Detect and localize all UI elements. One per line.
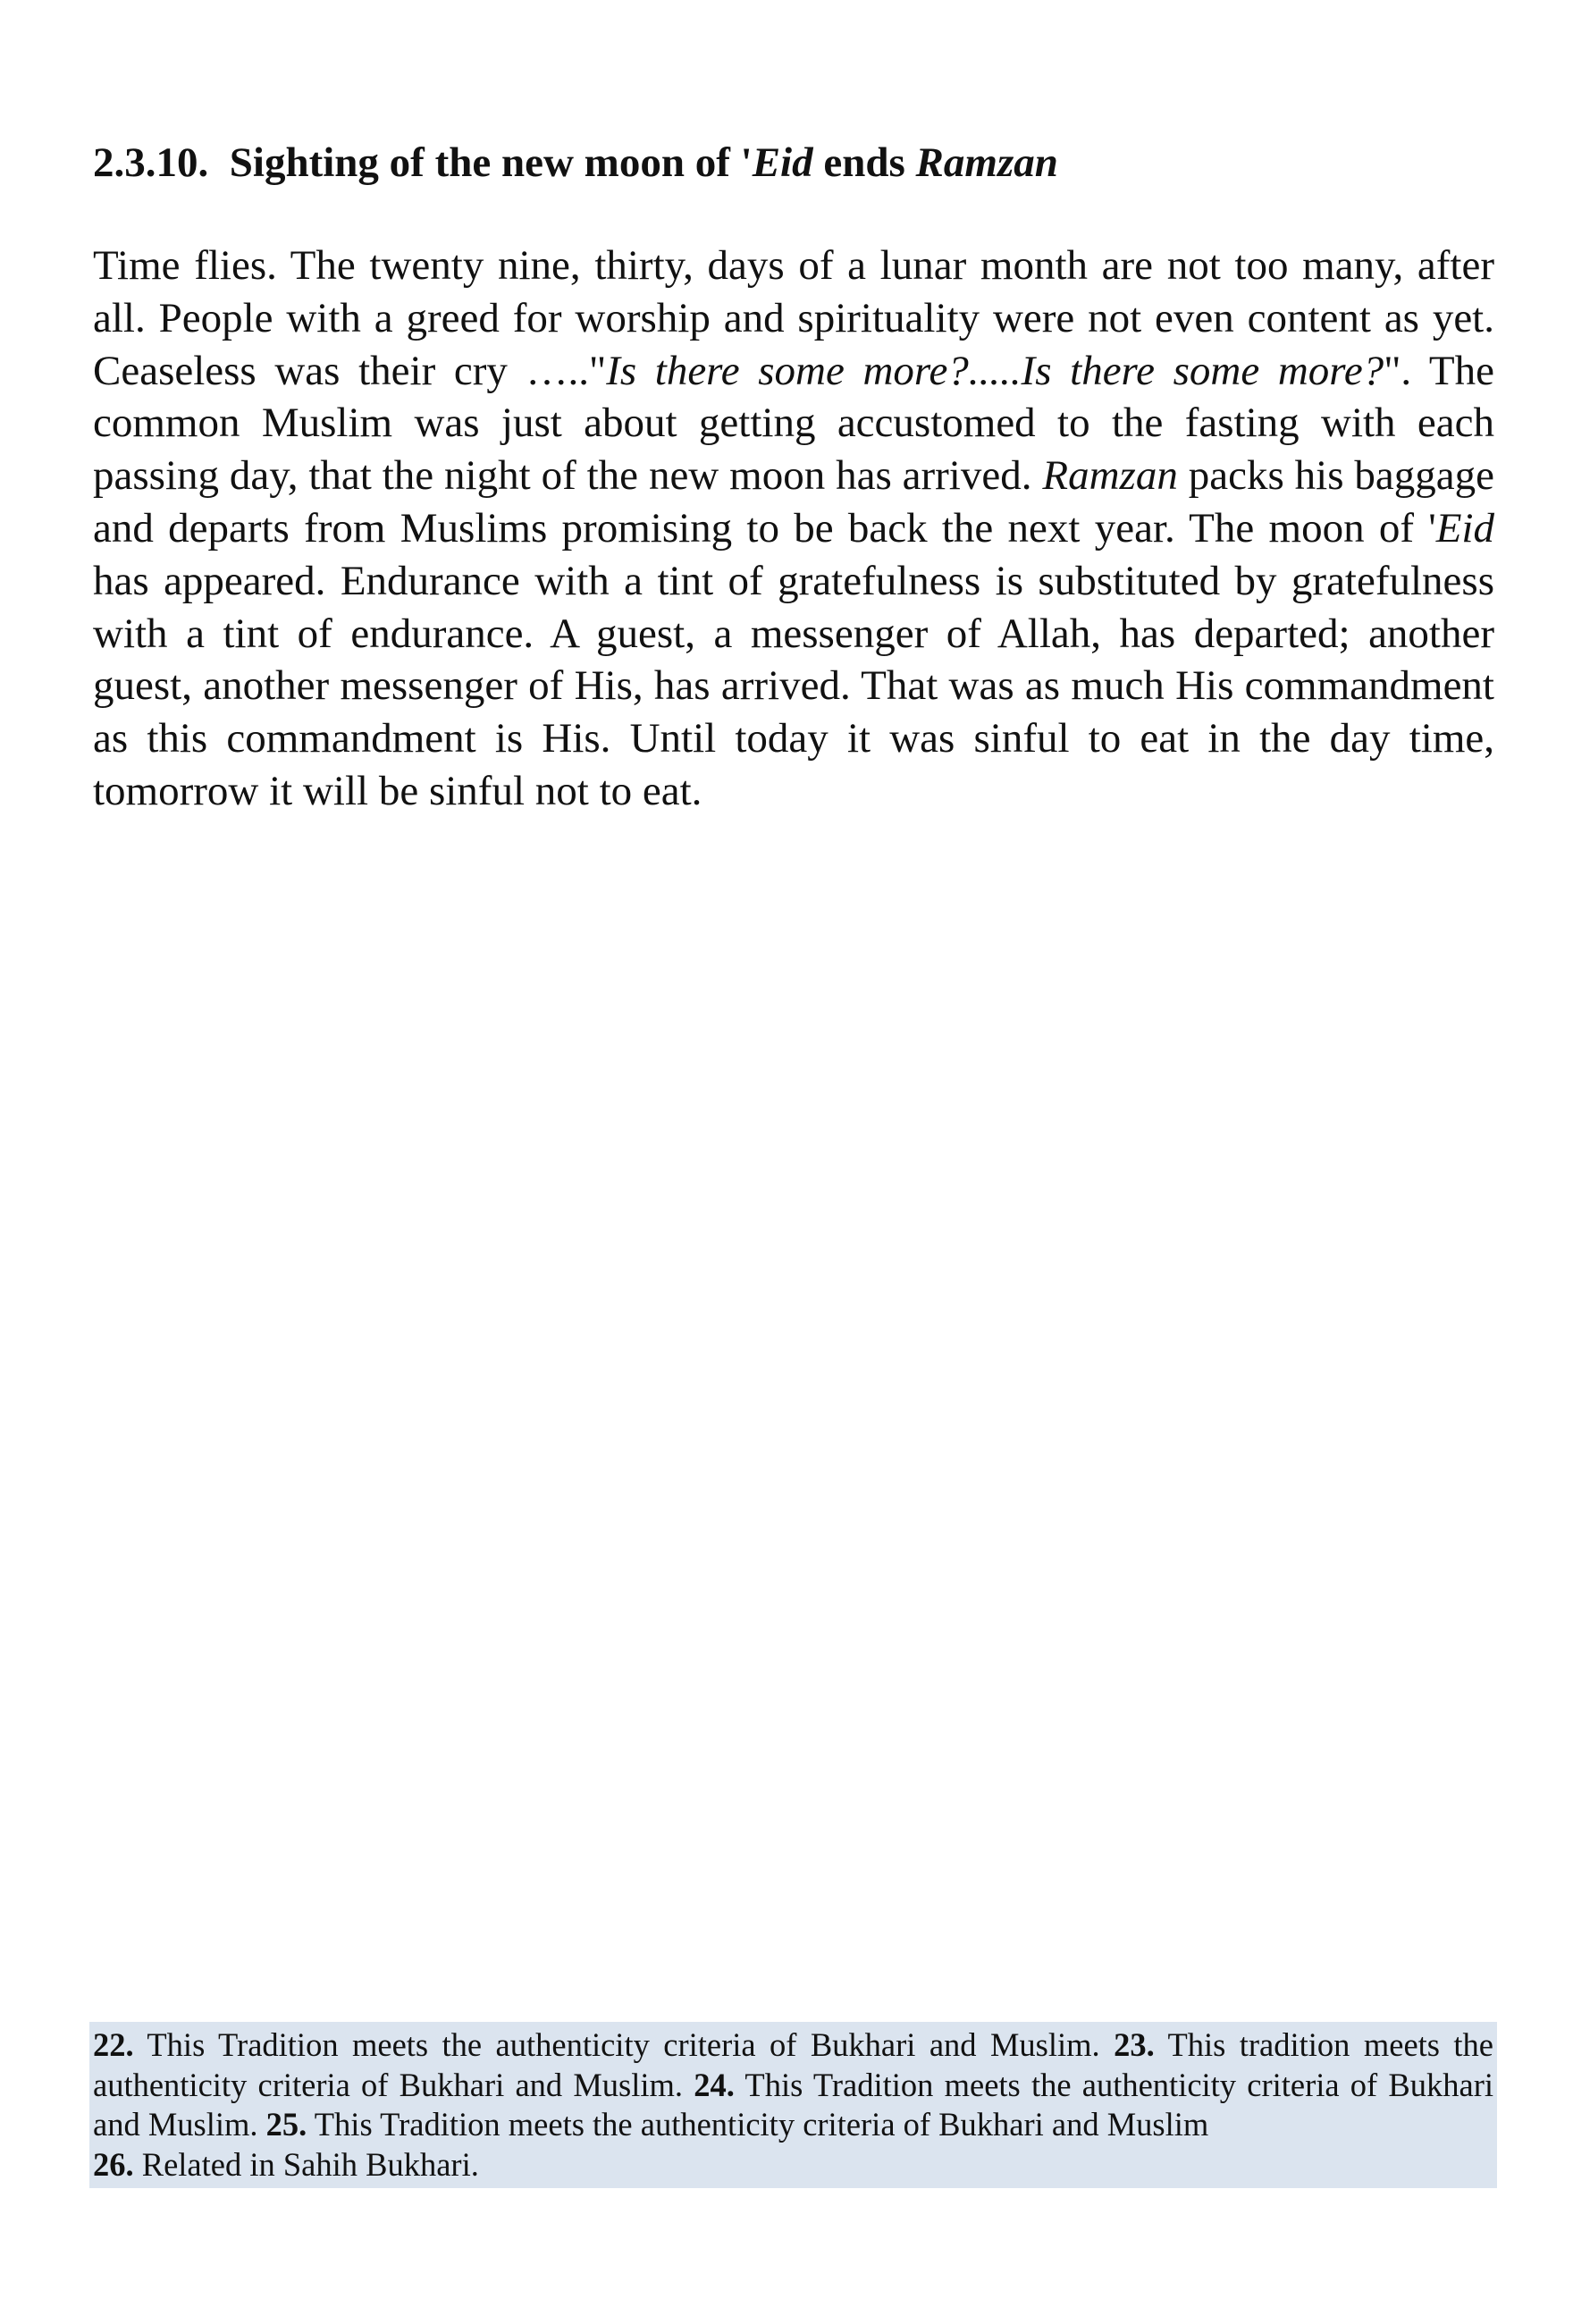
heading-text-part2: ends: [812, 139, 916, 186]
paragraph-text-2: ". The common Muslim was just about getting accustomed to the fasting with each passing day, that the night of the new moon has arrived.: [93, 347, 1494, 500]
heading-ramzan: Ramzan: [915, 139, 1058, 186]
paragraph-quote: Is there some more?.....Is there some more?: [606, 347, 1384, 394]
footnote-number: 23.: [1114, 2026, 1155, 2063]
footnote-26: [93, 2146, 479, 2183]
footnote-text: This Tradition meets the authenticity criteria of Bukhari and Muslim.: [133, 2026, 1115, 2063]
heading-eid: Eid: [752, 139, 813, 186]
footnote-text: This tradition meets the authenticity criteria of Bukhari and Muslim.: [93, 2026, 1493, 2103]
footnote-text: This Tradition meets the authenticity criteria of Bukhari and Muslim.: [93, 2066, 1493, 2143]
footnotes-block: [89, 2022, 1497, 2188]
paragraph-text-4: has appeared. Endurance with a tint of gratefulness is substituted by gratefulness with a tint of endurance. A guest, a messenger of Allah, has departed; another guest, another messenger of His, has arrived. That was as much His commandment as this commandment is His. Until today it was sinful to eat in the day time, tomorrow it will be sinful not to eat.: [93, 557, 1494, 814]
paragraph-ramzan: Ramzan: [1042, 452, 1178, 500]
section-heading: [93, 134, 1487, 191]
heading-text-part1: Sighting of the new moon of ': [229, 139, 753, 186]
paragraph-text-3: packs his baggage and departs from Muslims promising to be back the next year. The moon of ': [93, 452, 1494, 552]
footnote-number: 26.: [93, 2145, 134, 2183]
paragraph-text-1: Time flies. The twenty nine, thirty, days of a lunar month are not too many, after all. People with a greed for worship and spirituality were not even content as yet. Ceaseless was their cry …..": [93, 242, 1494, 394]
body-paragraph: [93, 240, 1494, 818]
paragraph-eid: Eid: [1435, 504, 1494, 552]
section-number: 2.3.10.: [93, 139, 209, 186]
footnote-text: This Tradition meets the authenticity criteria of Bukhari and Muslim: [307, 2106, 1209, 2143]
footnote-text: Related in Sahih Bukhari.: [133, 2145, 479, 2183]
footnote-number: 24.: [694, 2066, 735, 2103]
footnote-number: 22.: [93, 2026, 134, 2063]
footnote-25: [266, 2106, 1209, 2143]
footnote-22: [93, 2026, 1114, 2063]
footnote-number: 25.: [265, 2106, 307, 2143]
